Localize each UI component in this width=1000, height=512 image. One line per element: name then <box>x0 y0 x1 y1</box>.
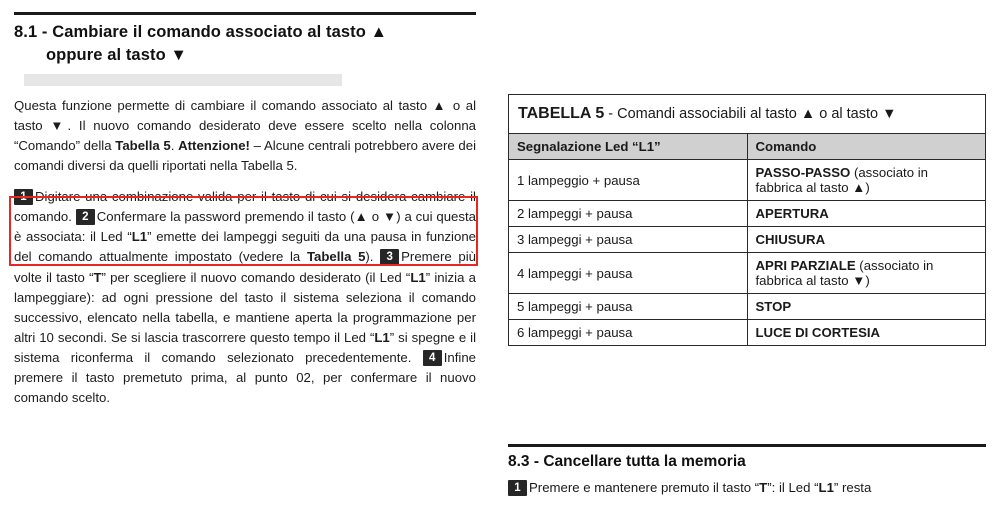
intro-text-e: – Alcune centrali potrebbero avere dei comandi diversi da quelli riportati nella Tabella 5. <box>14 138 477 174</box>
cell-signal: 1 lampeggio + pausa <box>509 160 748 201</box>
step-3-text-a: Premere più volte il tasto “ <box>14 249 476 285</box>
table-header-row <box>509 134 986 160</box>
column-header-command: Comando <box>747 134 986 160</box>
table-row <box>509 201 986 227</box>
step-3-bold-l1: L1 <box>410 269 426 285</box>
cell-command-note: (associato in fabbrica al tasto ▼) <box>755 258 934 289</box>
intro-bold-tabella5: Tabella 5 <box>115 138 171 154</box>
section-title-line2: oppure al tasto ▼ <box>46 46 187 65</box>
step-1-text-c: ” resta <box>833 479 872 495</box>
step-2-bold-tabella5: Tabella 5 <box>306 249 366 265</box>
cell-command <box>747 253 986 294</box>
step-1-text: Digitare una combinazione valida per il tasto di cui si desidera cambiare il comando. <box>14 189 476 225</box>
cell-command-note: (associato in fabbrica al tasto ▲) <box>755 165 928 196</box>
intro-text-a: Questa funzione permette di cambiare il comando associato al tasto ▲ o al tasto ▼. Il nuovo comando desiderato deve essere scelto nella colonna “Comando” della <box>14 98 476 154</box>
table-caption <box>509 95 986 134</box>
section-8-3-rule <box>508 444 986 447</box>
section-8-3 <box>508 444 986 497</box>
cell-signal: 3 lampeggi + pausa <box>509 227 748 253</box>
step-2-chip: 2 <box>76 209 95 225</box>
step-4-chip: 4 <box>423 350 442 366</box>
step-1-bold-l1: L1 <box>818 479 834 495</box>
step-3-bold-t: T <box>93 269 102 285</box>
step-2-text-a: Confermare la password premendo il tasto (▲ o ▼) a cui questa è associata: il Led “ <box>14 209 476 245</box>
table-row <box>509 227 986 253</box>
step-3-bold-l1-2: L1 <box>374 329 390 345</box>
cell-command-name: LUCE DI CORTESIA <box>755 325 881 341</box>
table-row <box>509 160 986 201</box>
cell-signal: 5 lampeggi + pausa <box>509 294 748 320</box>
cell-signal: 6 lampeggi + pausa <box>509 320 748 346</box>
step-1-text-a: Premere e mantenere premuto il tasto “ <box>529 479 760 495</box>
step-3-chip: 3 <box>380 249 399 265</box>
cell-command-name: CHIUSURA <box>755 232 826 248</box>
step-2-text-c: ). <box>365 249 374 265</box>
table-row <box>509 294 986 320</box>
cell-signal: 4 lampeggi + pausa <box>509 253 748 294</box>
table-caption-rest: - Comandi associabili al tasto ▲ o al tasto ▼ <box>604 106 897 122</box>
step-1-text-b: ”: il Led “ <box>767 479 819 495</box>
intro-bold-attenzione: Attenzione! <box>178 138 250 154</box>
left-text-column <box>14 96 476 419</box>
procedure-paragraph <box>14 187 476 408</box>
cell-command <box>747 227 986 253</box>
heading-rule-top <box>14 12 476 15</box>
page-title <box>14 21 484 68</box>
step-2-text-b: ” emette dei lampeggi seguiti da una pausa in funzione del comando attualmente impostato (vedere la <box>14 229 476 265</box>
section-number: 8.1 - <box>14 23 53 41</box>
table-caption-bold: TABELLA 5 <box>518 105 605 122</box>
cell-signal: 2 lampeggi + pausa <box>509 201 748 227</box>
section-8-1-heading <box>14 12 484 68</box>
step-3-text-d: ” si spegne e il sistema riconferma il comando selezionato precedentemente. <box>14 329 477 365</box>
step-1-chip: 1 <box>508 480 527 496</box>
section-8-3-title: 8.3 - Cancellare tutta la memoria <box>508 452 746 470</box>
intro-text-c: . <box>170 138 179 154</box>
cell-command <box>747 201 986 227</box>
table-5-container <box>508 94 986 346</box>
column-header-signal: Segnalazione Led “L1” <box>509 134 748 160</box>
cell-command <box>747 160 986 201</box>
cell-command <box>747 320 986 346</box>
step-2-bold-l1: L1 <box>131 229 148 245</box>
intro-paragraph <box>14 96 476 176</box>
step-4-text: Infine premere il tasto premetuto prima, al punto 02, per confermare il nuovo comando scelto. <box>14 349 476 405</box>
step-3-text-b: ” per scegliere il nuovo comando desiderato (il Led “ <box>101 269 411 285</box>
step-1-bold-t: T <box>759 479 768 495</box>
cell-command-name: APERTURA <box>755 206 829 222</box>
table-5 <box>508 94 986 346</box>
section-title-line1: Cambiare il comando associato al tasto ▲ <box>52 23 388 41</box>
cell-command-name: STOP <box>755 299 792 315</box>
table-row <box>509 253 986 294</box>
heading-rule-bottom <box>24 74 342 86</box>
table-row <box>509 320 986 346</box>
section-8-3-step-1 <box>508 478 986 498</box>
step-1-chip: 1 <box>14 189 33 205</box>
table-caption-row <box>509 95 986 134</box>
cell-command-name: APRI PARZIALE <box>755 258 856 274</box>
cell-command-name: PASSO-PASSO <box>755 165 851 181</box>
step-3-text-c: ” inizia a lampeggiare): ad ogni pressione del tasto il sistema seleziona il comando successivo, elencato nella tabella, e mantiene aperta la programmazione per altri 10 secondi. Se si lascia trascorrere questo tempo il Led “ <box>14 269 476 345</box>
cell-command <box>747 294 986 320</box>
